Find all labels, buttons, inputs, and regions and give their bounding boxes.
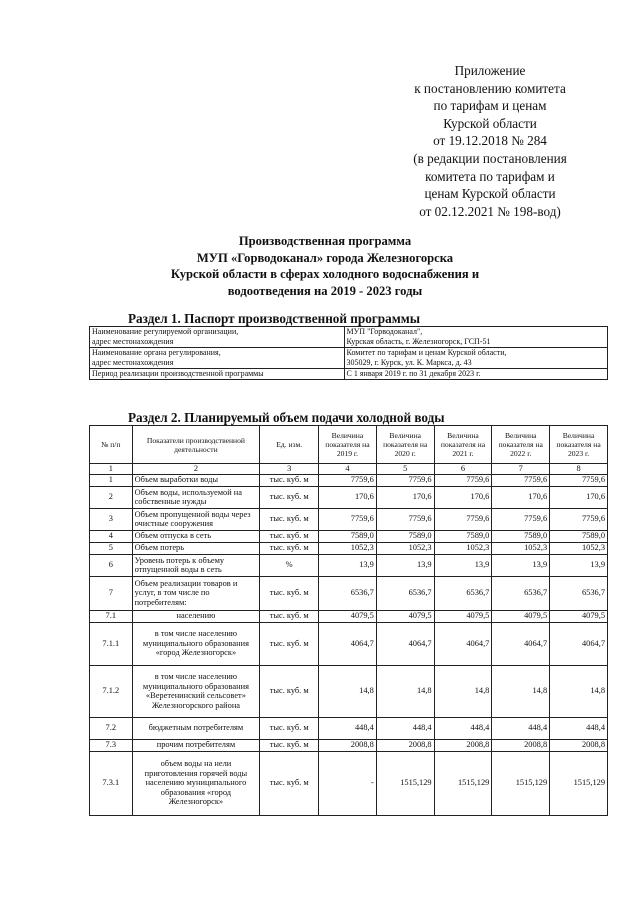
row-indicator: объем воды на нели приготовления горячей воды населению муниципального образования «город Железногорск» [132, 751, 260, 815]
row-unit: тыс. куб. м [260, 610, 319, 622]
row-value-2023: 4079,5 [550, 610, 608, 622]
row-unit: тыс. куб. м [260, 751, 319, 815]
row-value-2019: 4064,7 [319, 622, 377, 665]
table-row [90, 622, 608, 665]
row-value-2023: 170,6 [550, 486, 608, 508]
passport-label [90, 369, 345, 380]
passport-value-line: С 1 января 2019 г. по 31 декабря 2023 г. [346, 369, 481, 378]
row-value-2019: 14,8 [319, 665, 377, 717]
row-value-2022: 4079,5 [492, 610, 550, 622]
row-unit: тыс. куб. м [260, 542, 319, 554]
row-value-2019: 7589,0 [319, 530, 377, 542]
passport-row [90, 348, 608, 369]
row-indicator: в том числе населению муниципального образования «город Железногорск» [132, 622, 260, 665]
row-value-2021: 13,9 [434, 554, 492, 576]
row-value-2019: 1052,3 [319, 542, 377, 554]
row-value-2020: 7589,0 [376, 530, 434, 542]
row-value-2021: 7759,6 [434, 508, 492, 530]
row-value-2019: 170,6 [319, 486, 377, 508]
row-value-2020: 2008,8 [376, 739, 434, 751]
row-value-2019: - [319, 751, 377, 815]
table-row [90, 486, 608, 508]
row-value-2023: 2008,8 [550, 739, 608, 751]
table-row [90, 474, 608, 486]
row-number: 7.1.2 [90, 665, 133, 717]
passport-label-line: адрес местонахождения [92, 337, 174, 346]
row-indicator: Объем потерь [132, 542, 260, 554]
row-value-2019: 7759,6 [319, 508, 377, 530]
passport-row [90, 369, 608, 380]
passport-table [89, 326, 608, 380]
water-volume-table [89, 425, 608, 816]
row-value-2020: 170,6 [376, 486, 434, 508]
passport-value-line: 305029, г. Курск, ул. К. Маркса, д. 43 [346, 358, 472, 367]
row-value-2020: 13,9 [376, 554, 434, 576]
passport-value [344, 348, 607, 369]
appendix-line: комитета по тарифам и [425, 168, 555, 184]
row-unit: % [260, 554, 319, 576]
row-number: 7.2 [90, 717, 133, 739]
appendix-line: ценам Курской области [424, 186, 556, 202]
row-unit: тыс. куб. м [260, 665, 319, 717]
title-line: МУП «Горводоканал» города Железногорска [196, 250, 454, 265]
row-number: 7.1 [90, 610, 133, 622]
row-value-2021: 7589,0 [434, 530, 492, 542]
row-value-2022: 7589,0 [492, 530, 550, 542]
table-row [90, 554, 608, 576]
row-unit: тыс. куб. м [260, 717, 319, 739]
row-number: 7.1.1 [90, 622, 133, 665]
appendix-line: по тарифам и ценам [433, 98, 547, 114]
row-value-2020: 4079,5 [376, 610, 434, 622]
row-value-2023: 1052,3 [550, 542, 608, 554]
passport-value [344, 369, 607, 380]
row-value-2023: 7589,0 [550, 530, 608, 542]
row-indicator: населению [132, 610, 260, 622]
row-indicator: прочим потребителям [132, 739, 260, 751]
row-unit: тыс. куб. м [260, 508, 319, 530]
appendix-block [390, 62, 590, 220]
row-value-2019: 2008,8 [319, 739, 377, 751]
row-value-2020: 1515,129 [376, 751, 434, 815]
row-number: 7.3.1 [90, 751, 133, 815]
table-row [90, 717, 608, 739]
column-number: 6 [434, 464, 492, 475]
row-unit: тыс. куб. м [260, 576, 319, 610]
row-value-2020: 7759,6 [376, 508, 434, 530]
column-number: 3 [260, 464, 319, 475]
row-value-2019: 448,4 [319, 717, 377, 739]
row-value-2023: 448,4 [550, 717, 608, 739]
passport-label-line: Наименование органа регулирования, [92, 348, 221, 357]
table-row [90, 739, 608, 751]
table-row [90, 576, 608, 610]
row-unit: тыс. куб. м [260, 474, 319, 486]
row-value-2023: 7759,6 [550, 508, 608, 530]
row-value-2020: 4064,7 [376, 622, 434, 665]
row-unit: тыс. куб. м [260, 486, 319, 508]
row-indicator: в том числе населению муниципального образования «Веретенинский сельсовет» Железногорского района [132, 665, 260, 717]
passport-value [344, 327, 607, 348]
row-value-2023: 13,9 [550, 554, 608, 576]
row-number: 7 [90, 576, 133, 610]
row-unit: тыс. куб. м [260, 530, 319, 542]
passport-label-line: Наименование регулируемой организации, [92, 327, 239, 336]
row-value-2021: 1052,3 [434, 542, 492, 554]
row-value-2019: 4079,5 [319, 610, 377, 622]
row-unit: тыс. куб. м [260, 622, 319, 665]
table-row [90, 530, 608, 542]
appendix-line: Курской области [443, 115, 537, 131]
table-row [90, 665, 608, 717]
row-number: 7.3 [90, 739, 133, 751]
table-row [90, 610, 608, 622]
passport-label-line: адрес местонахождения [92, 358, 174, 367]
row-value-2020: 14,8 [376, 665, 434, 717]
column-number: 1 [90, 464, 133, 475]
table-row [90, 542, 608, 554]
column-number: 7 [492, 464, 550, 475]
row-value-2023: 1515,129 [550, 751, 608, 815]
passport-label [90, 327, 345, 348]
row-value-2022: 4064,7 [492, 622, 550, 665]
column-number-row [90, 464, 608, 475]
title-line: водоотведения на 2019 - 2023 годы [227, 283, 423, 298]
row-number: 4 [90, 530, 133, 542]
row-number: 5 [90, 542, 133, 554]
row-value-2022: 1052,3 [492, 542, 550, 554]
row-value-2023: 4064,7 [550, 622, 608, 665]
passport-value-line: МУП "Горводоканал", [346, 327, 423, 336]
row-value-2019: 6536,7 [319, 576, 377, 610]
header-2019: Величина показателя на 2019 г. [319, 426, 377, 464]
row-value-2022: 2008,8 [492, 739, 550, 751]
row-value-2023: 7759,6 [550, 474, 608, 486]
row-value-2021: 4064,7 [434, 622, 492, 665]
row-value-2022: 7759,6 [492, 474, 550, 486]
column-number: 8 [550, 464, 608, 475]
row-number: 2 [90, 486, 133, 508]
row-value-2020: 7759,6 [376, 474, 434, 486]
header-2021: Величина показателя на 2021 г. [434, 426, 492, 464]
header-unit: Ед. изм. [260, 426, 319, 464]
row-number: 3 [90, 508, 133, 530]
appendix-line: к постановлению комитета [414, 80, 566, 96]
row-value-2020: 1052,3 [376, 542, 434, 554]
row-value-2021: 1515,129 [434, 751, 492, 815]
document-title [120, 233, 530, 299]
row-indicator: бюджетным потребителям [132, 717, 260, 739]
passport-value-line: Комитет по тарифам и ценам Курской области, [346, 348, 507, 357]
column-number: 5 [376, 464, 434, 475]
table-header-row [90, 426, 608, 464]
column-number: 2 [132, 464, 260, 475]
title-line: Производственная программа [238, 234, 412, 248]
row-indicator: Объем отпуска в сеть [132, 530, 260, 542]
table-row [90, 508, 608, 530]
section-2-heading: Раздел 2. Планируемый объем подачи холодной воды [128, 410, 445, 425]
passport-value-line: Курская область, г. Железногорск, ГСП-51 [346, 337, 491, 346]
row-indicator: Объем пропущенной воды через очистные сооружения [132, 508, 260, 530]
row-number: 1 [90, 474, 133, 486]
row-number: 6 [90, 554, 133, 576]
row-value-2021: 14,8 [434, 665, 492, 717]
row-value-2019: 7759,6 [319, 474, 377, 486]
row-value-2021: 448,4 [434, 717, 492, 739]
header-num: № п/п [90, 426, 133, 464]
header-2020: Величина показателя на 2020 г. [376, 426, 434, 464]
row-value-2022: 170,6 [492, 486, 550, 508]
appendix-line: (в редакции постановления [413, 150, 567, 166]
appendix-line: Приложение [454, 63, 526, 78]
row-value-2022: 13,9 [492, 554, 550, 576]
row-unit: тыс. куб. м [260, 739, 319, 751]
row-indicator: Объем выработки воды [132, 474, 260, 486]
row-value-2021: 170,6 [434, 486, 492, 508]
title-line: Курской области в сферах холодного водоснабжения и [170, 267, 480, 282]
row-value-2022: 7759,6 [492, 508, 550, 530]
row-value-2021: 7759,6 [434, 474, 492, 486]
passport-row [90, 327, 608, 348]
row-indicator: Объем воды, используемой на собственные нужды [132, 486, 260, 508]
table-row [90, 751, 608, 815]
column-number: 4 [319, 464, 377, 475]
row-value-2022: 1515,129 [492, 751, 550, 815]
row-value-2022: 14,8 [492, 665, 550, 717]
row-value-2020: 6536,7 [376, 576, 434, 610]
row-value-2022: 6536,7 [492, 576, 550, 610]
passport-label-line: Период реализации производственной программы [92, 369, 264, 378]
appendix-line: от 02.12.2021 № 198-вод) [419, 203, 561, 219]
section-1-heading: Раздел 1. Паспорт производственной программы [128, 311, 420, 326]
header-indicator: Показатели производственной деятельности [132, 426, 260, 464]
row-indicator: Объем реализации товаров и услуг, в том числе по потребителям: [132, 576, 260, 610]
row-value-2021: 4079,5 [434, 610, 492, 622]
row-value-2019: 13,9 [319, 554, 377, 576]
header-2022: Величина показателя на 2022 г. [492, 426, 550, 464]
header-2023: Величина показателя на 2023 г. [550, 426, 608, 464]
passport-label [90, 348, 345, 369]
appendix-line: от 19.12.2018 № 284 [433, 133, 547, 149]
row-value-2020: 448,4 [376, 717, 434, 739]
row-value-2021: 2008,8 [434, 739, 492, 751]
row-value-2021: 6536,7 [434, 576, 492, 610]
row-value-2023: 14,8 [550, 665, 608, 717]
row-value-2023: 6536,7 [550, 576, 608, 610]
row-value-2022: 448,4 [492, 717, 550, 739]
row-indicator: Уровень потерь к объему отпущенной воды в сеть [132, 554, 260, 576]
